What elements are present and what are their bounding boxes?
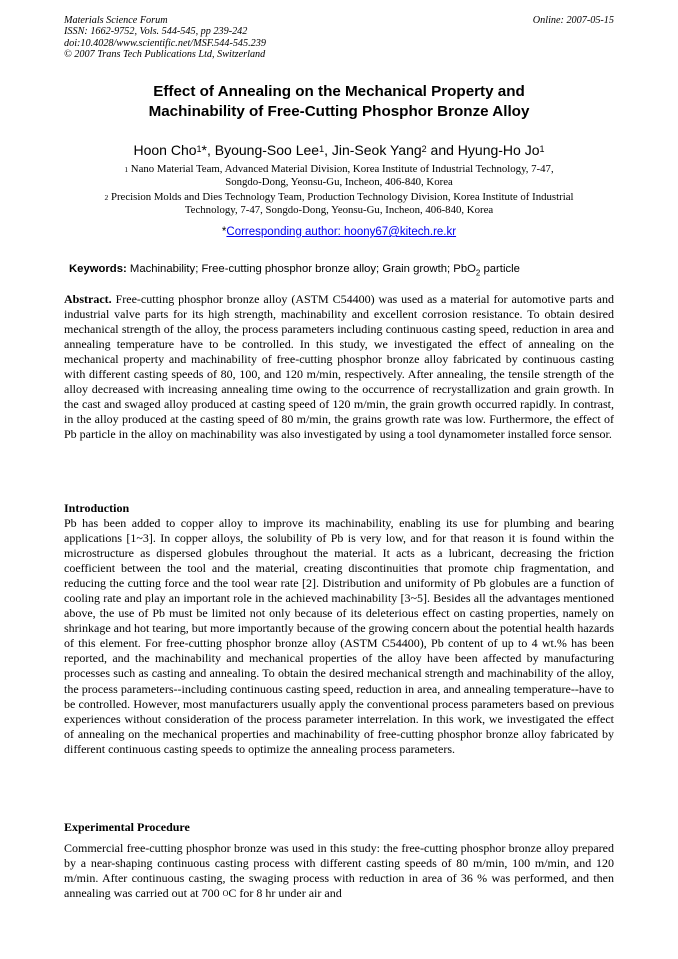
title-line-2: Machinability of Free-Cutting Phosphor Bronze Alloy (148, 103, 530, 120)
abstract-text: Free-cutting phosphor bronze alloy (ASTM C54400) was used as a material for automotive parts and industrial valve parts for its high strength, machinability and excellent corrosion resistance. To obtain desired mechanical strength of the alloy, the process parameters including continuous casting speed, reduction in area and annealing temperature have to be controlled. In this study, we investigated the effect of annealing on the mechanical property and machinability of free-cutting phosphor bronze alloy fabricated by continuous casting with different casting speeds of 80, 100, and 120 m/min, respectively. After annealing, the tensile strength of the alloy decreased with increasing annealing time owing to the occurrence of recrystallization and grain growth. In the cast and swaged alloy produced at casting speed of 120 m/min, the grain growth occurred rapidly. In contrast, in the alloy produced at the casting speed of 80 m/min, the grains growth rate was low. Furthermore, the effect of Pb particle in the alloy on machinability was also investigated by using a tool dynamometer installed force sensor. (64, 292, 614, 442)
title-line-1: Effect of Annealing on the Mechanical Property and (153, 83, 525, 100)
introduction-text: Pb has been added to copper alloy to improve its machinability, enabling its use for plumbing and bearing applications [1~3]. In copper alloys, the solubility of Pb is very low, and for that reason it is found within the microstructure as dispersed globules throughout the material. It acts as a lubricant, decreasing the friction coefficient between the tool and the material, creating discontinuities that promote chip fragmentation, and reducing the cutting force and the tool wear rate [2]. Distribution and uniformity of Pb globules are a function of cooling rate and play an important role in the achieved machinability [3~5]. Besides all the advantages mentioned above, the use of Pb must be limited not only because of its deleterious effect on casting properties, namely on shrinkage and hot tearing, but more importantly because of the growing concern about the potential health hazards of this element. For free-cutting phosphor bronze alloy (ASTM C54400), Pb content of up to 4 wt.% has been reported, and the machinability and mechanical properties of the alloy have been affected by manufacturing processes such as casting and annealing. To obtain the desired mechanical strength and machinability of the alloy, the process parameters--including continuous casting speed, reduction in area, and annealing temperature--have to be controlled. However, most manufacturers usually apply the conventional process parameters based on previous experiences without consideration of the process parameter interrelation. In this work, we investigated the effect of annealing on the mechanical properties and machinability of free-cutting phosphor bronze alloy fabricated by different continuous casting speeds to optimize the annealing process parameters. (64, 516, 614, 756)
paper-title (64, 82, 614, 122)
author-affil-mark: 1 (539, 144, 545, 154)
author-affil-mark: 2 (421, 144, 427, 154)
corresponding-email-link[interactable]: Corresponding author: hoony67@kitech.re.kr (226, 226, 457, 238)
affiliation-line: Precision Molds and Dies Technology Team, Production Technology Division, Korea Institute of Industrial (110, 191, 574, 203)
keywords-text: Machinability; Free-cutting phosphor bronze alloy; Grain growth; PbO (126, 263, 476, 275)
corresponding-star: * (221, 226, 227, 238)
keywords-label: Keywords: (69, 263, 127, 275)
author-separator: and (426, 142, 458, 158)
keywords (69, 263, 520, 277)
affiliation-line: Nano Material Team, Advanced Material Division, Korea Institute of Industrial Technology, 7-47, (130, 163, 554, 175)
affiliation-2 (64, 191, 614, 217)
experimental-text-main: Commercial free-cutting phosphor bronze was used in this study: the free-cutting phosphor bronze alloy prepared by a near-shaping continuous casting process with different casting speeds of 80 m/min, 100 m/min, and 120 m/min. After continuous casting, the swaging process with reduction in area of 36 % was performed, and then annealing was carried out at 700 (64, 841, 614, 901)
affiliation-1 (64, 163, 614, 189)
keywords-subscript: 2 (475, 268, 481, 278)
journal-header (64, 15, 266, 61)
author-list (64, 141, 614, 159)
experimental-text-tail: C for 8 hr under air and (228, 886, 342, 901)
online-date: Online: 2007-05-15 (532, 15, 614, 26)
abstract-label: Abstract. (64, 292, 112, 306)
author-name: Jin-Seok Yang (331, 142, 422, 158)
issn-line: ISSN: 1662-9752, Vols. 544-545, pp 239-242 (64, 26, 248, 38)
author-name: Hyung-Ho Jo (457, 142, 540, 158)
copyright-line: © 2007 Trans Tech Publications Ltd, Switzerland (64, 49, 266, 61)
author-affil-mark: 1 (196, 144, 202, 154)
degree-superscript: O (222, 889, 229, 899)
affiliation-line: Technology, 7-47, Songdo-Dong, Yeonsu-Gu, Incheon, 406-840, Korea (184, 204, 494, 216)
affiliation-number: 2 (104, 193, 109, 202)
author-separator: *, (201, 142, 215, 158)
keywords-tail: particle (480, 263, 520, 275)
author-name: Byoung-Soo Lee (214, 142, 320, 158)
experimental-heading: Experimental Procedure (64, 820, 190, 834)
affiliation-line: Songdo-Dong, Yeonsu-Gu, Incheon, 406-840, Korea (225, 176, 453, 188)
journal-name: Materials Science Forum (64, 15, 168, 26)
abstract (64, 292, 614, 442)
doi-line: doi:10.4028/www.scientific.net/MSF.544-545.239 (64, 37, 266, 49)
corresponding-author (64, 226, 614, 238)
author-affil-mark: 1 (319, 144, 325, 154)
author-separator: , (324, 142, 332, 158)
experimental-text (64, 841, 614, 901)
affiliation-number: 1 (124, 165, 129, 174)
introduction-heading: Introduction (64, 501, 130, 515)
author-name: Hoon Cho (133, 142, 197, 158)
